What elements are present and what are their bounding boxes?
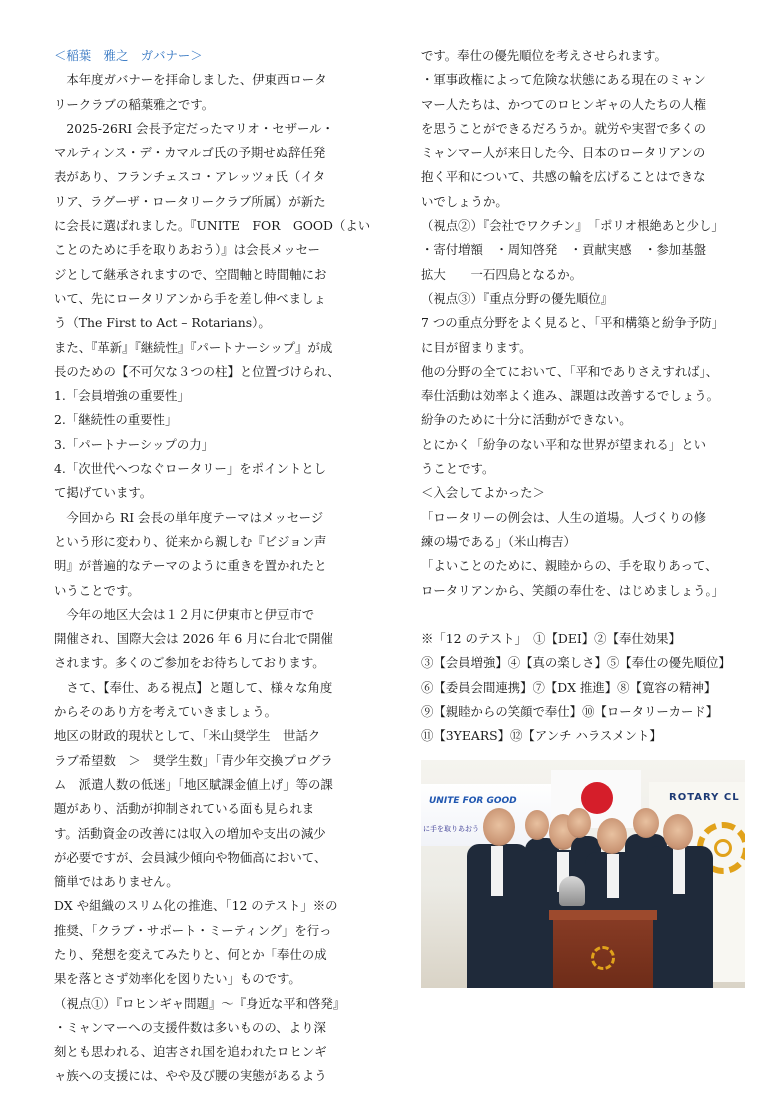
- text-line: 刻とも思われる、迫害され国を追われたロヒンギ: [54, 1044, 327, 1060]
- text-line: 練の場である」（米山梅吉）: [421, 533, 576, 549]
- podium: [553, 910, 653, 988]
- text-line: ことのために手を取りあおう）』は会長メッセー: [54, 242, 320, 258]
- text-line: いて、先にロータリアンから手を差し伸べましょ: [54, 290, 326, 306]
- text-line: に目が留まります。: [421, 339, 532, 355]
- text-line: ・軍事政権によって危険な状態にある現在のミャン: [421, 72, 706, 88]
- text-line: からそのあり方を考えていきましょう。: [54, 704, 278, 720]
- text-line: 開催され、国際大会は 2026 年 6 月に台北で開催: [54, 631, 333, 647]
- text-line: ・寄付増額 ・周知啓発 ・貢献実感 ・参加基盤: [421, 242, 706, 258]
- banner-left-subtext: に手を取りあおう: [423, 825, 479, 833]
- text-line: 今年の地区大会は１２月に伊東市と伊豆市で: [54, 606, 315, 622]
- text-line: ＜入会してよかった＞: [421, 485, 545, 501]
- text-line: いうことです。: [54, 582, 140, 598]
- text-line: に会長に選ばれました。『UNITE FOR GOOD（よい: [54, 218, 371, 234]
- rotary-bell: [559, 876, 585, 906]
- flag-sun-icon: [581, 782, 613, 814]
- text-line: ⑥【委員会間連携】⑦【DX 推進】⑧【寛容の精神】: [421, 679, 717, 695]
- banner-right-text: ROTARY CL: [669, 792, 740, 803]
- text-line: 7 つの重点分野をよく見ると、「平和構築と紛争予防」: [421, 315, 724, 331]
- text-line: （視点③）『重点分野の優先順位』: [421, 290, 614, 306]
- text-line: リークラブの稲葉雅之です。: [54, 96, 215, 112]
- text-line: リア、ラグーザ・ロータリークラブ所属）が新た: [54, 193, 326, 209]
- text-line: 拡大 一石四鳥となるか。: [421, 266, 583, 282]
- text-line: （視点①）『ロヒンギャ問題』～『身近な平和啓発』: [54, 995, 346, 1011]
- text-line: 推奨、「クラブ・サポート・ミーティング」を行っ: [54, 922, 332, 938]
- text-line: 3.「パートナーシップの力」: [54, 436, 215, 452]
- text-line: 1.「会員増強の重要性」: [54, 388, 190, 404]
- text-line: ラブ希望数 ＞ 奨学生数」「青少年交換プログラ: [54, 752, 333, 768]
- text-line: うことです。: [421, 461, 495, 477]
- text-line: です。奉仕の優先順位を考えさせられます。: [421, 48, 667, 63]
- text-line: （視点②）『会社でワクチン』 「ポリオ根絶あと少し」: [421, 218, 724, 234]
- right-column: [421, 44, 751, 749]
- text-line: 簡単ではありません。: [54, 874, 179, 890]
- text-line: 他の分野の全てにおいて、「平和でありさえすれば」、: [421, 363, 719, 379]
- text-line: す。活動資金の改善には収入の増加や支出の減少: [54, 825, 326, 841]
- text-line: 地区の財政的現状として、「米山奨学生 世話ク: [54, 728, 321, 744]
- text-line: ⑪【3YEARS】⑫【アンチ ハラスメント】: [421, 728, 662, 744]
- text-line: 明』が普遍的なテーマのように重きを置かれたと: [54, 558, 327, 574]
- text-line: 紛争のために十分に活動ができない。: [421, 412, 632, 428]
- text-line: て掲げています。: [54, 485, 153, 501]
- text-line: 本年度ガバナーを拝命しました、伊東西ロータ: [54, 72, 327, 88]
- text-line: とにかく「紛争のない平和な世界が望まれる」とい: [421, 436, 706, 452]
- text-line: ・ミャンマーへの支援件数は多いものの、より深: [54, 1019, 326, 1035]
- text-line: マー人たちは、かつてのロヒンギャの人たちの人権: [421, 96, 706, 112]
- text-line: という形に変わり、従来から親しむ『ビジョン声: [54, 533, 327, 549]
- text-line: ⑨【親睦からの笑顔で奉仕】⑩【ロータリーカード】: [421, 704, 719, 720]
- text-line: DX や組織のスリム化の推進、「12 のテスト」※の: [54, 898, 338, 914]
- text-line: が必要ですが、会員減少傾向や物価高において、: [54, 849, 327, 865]
- text-line: ミャンマー人が来日した今、日本のロータリアンの: [421, 145, 706, 161]
- text-line: 2025-26RI 会長予定だったマリオ・セザール・: [54, 120, 334, 136]
- text-line: また、『革新』『継続性』『パートナーシップ』が成: [54, 339, 333, 355]
- banner-left-text: UNITE FOR GOOD: [429, 796, 517, 806]
- text-line: [421, 603, 751, 627]
- text-line: マルティンス・デ・カマルゴ氏の予期せぬ辞任発: [54, 145, 326, 161]
- text-line: 4.「次世代へつなぐロータリー」をポイントとし: [54, 461, 327, 477]
- text-line: 表があり、フランチェスコ・アレッツォ氏（イタ: [54, 169, 326, 185]
- text-line: 果を落とさず効率化を図りたい」ものです。: [54, 971, 301, 987]
- text-line: 「ロータリーの例会は、人生の道場。人づくりの修: [421, 509, 706, 525]
- rotary-emblem-icon: [591, 946, 615, 970]
- left-column: [54, 44, 374, 1089]
- text-line: 2.「継続性の重要性」: [54, 412, 178, 428]
- text-line: 奉仕活動は効率よく進み、課題は改善するでしょう。: [421, 388, 719, 404]
- text-line: たり、発想を変えてみたりと、何とか「奉仕の成: [54, 946, 327, 962]
- text-line: 今回から RI 会長の単年度テーマはメッセージ: [54, 509, 324, 525]
- text-line: ジとして継承されますので、空間軸と時間軸にお: [54, 266, 327, 282]
- group-photo: [421, 760, 745, 988]
- text-line: いでしょうか。: [421, 193, 508, 209]
- text-line: ③【会員増強】④【真の楽しさ】⑤【奉仕の優先順位】: [421, 655, 731, 671]
- text-line: ャ族への支援には、やや及び腰の実態があるよう: [54, 1068, 327, 1084]
- text-line: 長のための【不可欠な３つの柱】と位置づけられ、: [54, 363, 340, 379]
- article-title: ＜稲葉 雅之 ガバナー＞: [54, 48, 203, 63]
- text-line: を思うことができるだろうか。就労や実習で多くの: [421, 120, 706, 136]
- text-line: う（The First to Act – Rotarians）。: [54, 315, 271, 331]
- text-line: 抱く平和について、共感の輪を広げることはできな: [421, 169, 706, 185]
- text-line: さて、【奉仕、ある視点】と題して、様々な角度: [54, 679, 333, 695]
- text-line: 題があり、活動が抑制されている面も見られま: [54, 801, 315, 817]
- text-line: ※「12 のテスト」 ①【DEI】②【奉仕効果】: [421, 631, 681, 647]
- text-line: ム 派遣人数の低迷」「地区賦課金値上げ」等の課: [54, 776, 333, 792]
- text-line: されます。多くのご参加をお待ちしております。: [54, 655, 325, 671]
- text-line: 「よいことのために、親睦からの、手を取りあって、: [421, 558, 718, 574]
- text-line: ロータリアンから、笑顔の奉仕を、はじめましょう。」: [421, 582, 725, 598]
